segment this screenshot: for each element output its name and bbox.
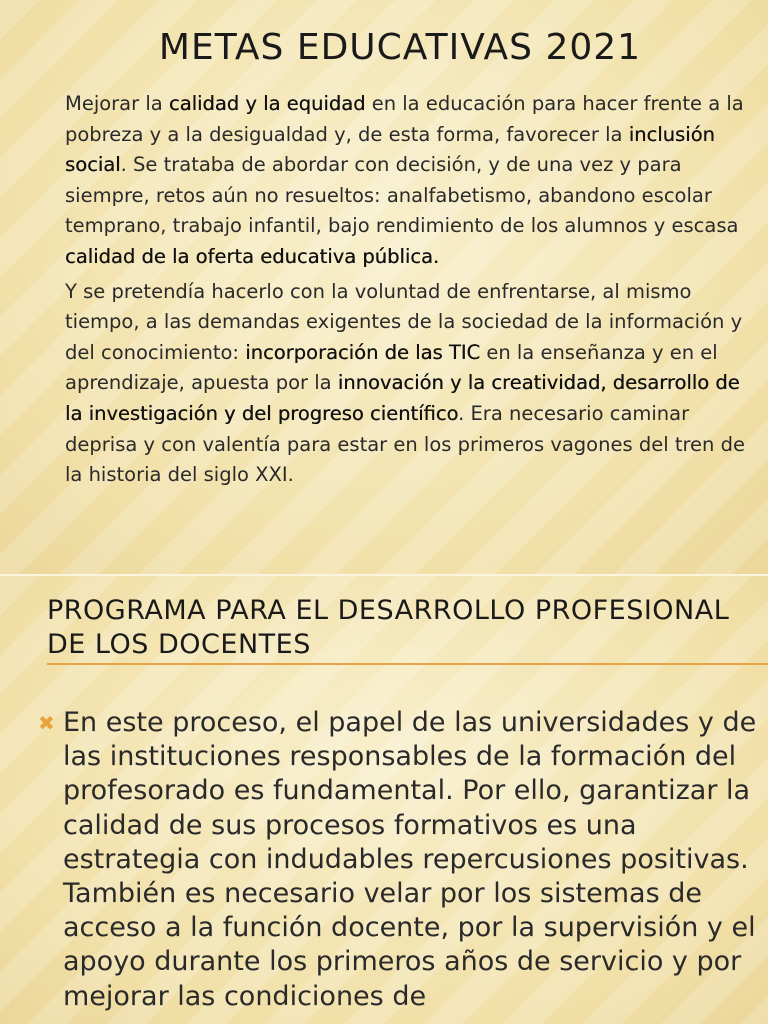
emphasis-inclusion-social: inclusión social xyxy=(65,122,715,177)
slide-title: METAS EDUCATIVAS 2021 xyxy=(158,27,642,68)
bullet-text: En este proceso, el papel de las universidades y de las instituciones responsables de la formación del profesorado es fundamental. Por ello, garantizar la calidad de sus procesos formativos es una estrategia con indudables repercusiones positivas. También es necesario velar por los sistemas de acceso a la función docente, por la supervisión y el apoyo durante los primeros años de servicio y por mejorar las condiciones de xyxy=(63,707,757,1012)
emphasis-calidad-oferta: calidad de la oferta educativa pública. xyxy=(65,244,440,268)
emphasis-calidad-equidad: calidad y la equidad xyxy=(168,92,366,115)
text-run: en la enseñanza y en el aprendizaje, apuesta por la xyxy=(65,340,718,395)
paragraph-tic-innovacion xyxy=(65,277,761,491)
bullet-list xyxy=(38,706,758,1014)
text-run: . Era necesario caminar deprisa y con valentía para estar en los primeros vagones del tren de la historia del siglo XXI. xyxy=(65,401,745,487)
slide-body xyxy=(65,89,761,495)
emphasis-innovacion: innovación y la creatividad, desarrollo de la investigación y del progreso científico xyxy=(65,371,740,425)
text-run: Mejorar la xyxy=(65,92,169,115)
x-bullet-icon: ✖ xyxy=(38,711,55,735)
text-run: en la educación para hacer frente a la pobreza y a la desigualdad y, de esta forma, favorecer la xyxy=(65,92,744,146)
paragraph-calidad-equidad xyxy=(65,89,761,273)
slide-title: PROGRAMA PARA EL DESARROLLO PROFESIONAL DE LOS DOCENTES xyxy=(47,595,730,660)
bullet-item xyxy=(38,706,758,1014)
title-underline xyxy=(47,663,768,665)
emphasis-tic: incorporación de las TIC xyxy=(245,340,481,364)
text-run: Y se pretendía hacerlo con la voluntad de enfrentarse, al mismo tiempo, a las demandas exigentes de la sociedad de la información y del conocimiento: xyxy=(65,279,743,364)
text-run: . Se trataba de abordar con decisión, y de una vez y para siempre, retos aún no resueltos: analfabetismo, abandono escolar temprano, trabajo infantil, bajo rendimiento de los alumnos y escasa xyxy=(65,153,739,238)
